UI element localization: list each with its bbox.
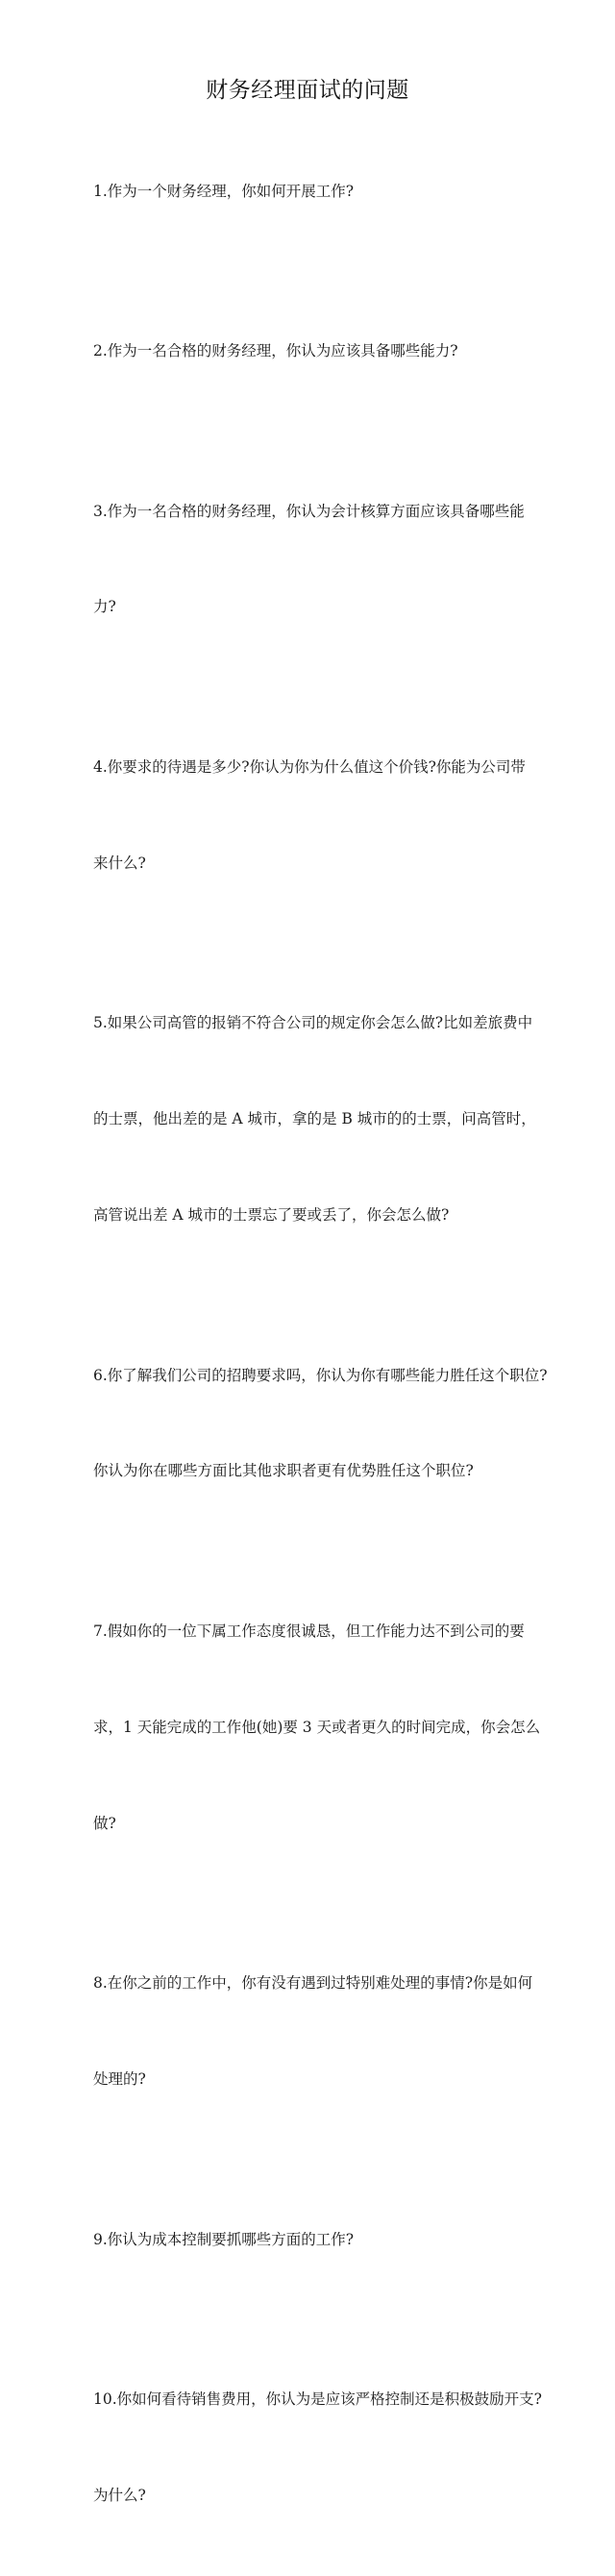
question-item-9: [93, 2160, 537, 2319]
document-title: 财务经理面试的问题: [206, 78, 409, 103]
question-line: 6.你了解我们公司的招聘要求吗，你认为你有哪些能力胜任这个职位?: [93, 1366, 548, 1384]
question-item-2: [93, 271, 537, 431]
question-item-6: [93, 1296, 548, 1551]
question-item-4: [93, 687, 537, 943]
question-item-3: [93, 432, 537, 687]
question-line: 1.作为一个财务经理，你如何开展工作?: [93, 182, 355, 200]
question-line: 10.你如何看待销售费用，你认为是应该严格控制还是积极鼓励开支?: [93, 2390, 542, 2409]
question-line: 的士票，他出差的是 A 城市，拿的是 B 城市的的士票，问高管时，: [93, 1110, 536, 1128]
question-line: 来什么?: [93, 854, 146, 872]
question-line: 5.如果公司高管的报销不符合公司的规定你会怎么做?比如差旅费中: [93, 1014, 533, 1032]
question-list: [93, 111, 548, 2576]
question-line: 处理的?: [93, 2070, 146, 2089]
question-line: 4.你要求的待遇是多少?你认为你为什么值这个价钱?你能为公司带: [93, 757, 526, 776]
question-line: 为什么?: [93, 2486, 146, 2504]
question-line: 做?: [93, 1814, 116, 1832]
question-item-8: [93, 1904, 537, 2160]
question-item-5: [93, 944, 537, 1296]
question-item-1: [93, 111, 537, 271]
question-line: 高管说出差 A 城市的士票忘了要或丢了，你会怎么做?: [93, 1206, 450, 1225]
question-item-10: [93, 2319, 542, 2575]
question-line: 求，1 天能完成的工作他(她)要 3 天或者更久的时间完成，你会怎么: [93, 1718, 541, 1736]
question-line: 力?: [93, 598, 116, 616]
question-line: 9.你认为成本控制要抓哪些方面的工作?: [93, 2230, 355, 2248]
question-line: 8.在你之前的工作中，你有没有遇到过特别难处理的事情?你是如何: [93, 1974, 533, 1993]
question-line: 你认为你在哪些方面比其他求职者更有优势胜任这个职位?: [93, 1462, 474, 1480]
question-line: 2.作为一名合格的财务经理，你认为应该具备哪些能力?: [93, 342, 458, 360]
question-item-7: [93, 1551, 541, 1903]
question-line: 3.作为一名合格的财务经理，你认为会计核算方面应该具备哪些能: [93, 502, 525, 520]
question-line: 7.假如你的一位下属工作态度很诚恳，但工作能力达不到公司的要: [93, 1622, 525, 1640]
